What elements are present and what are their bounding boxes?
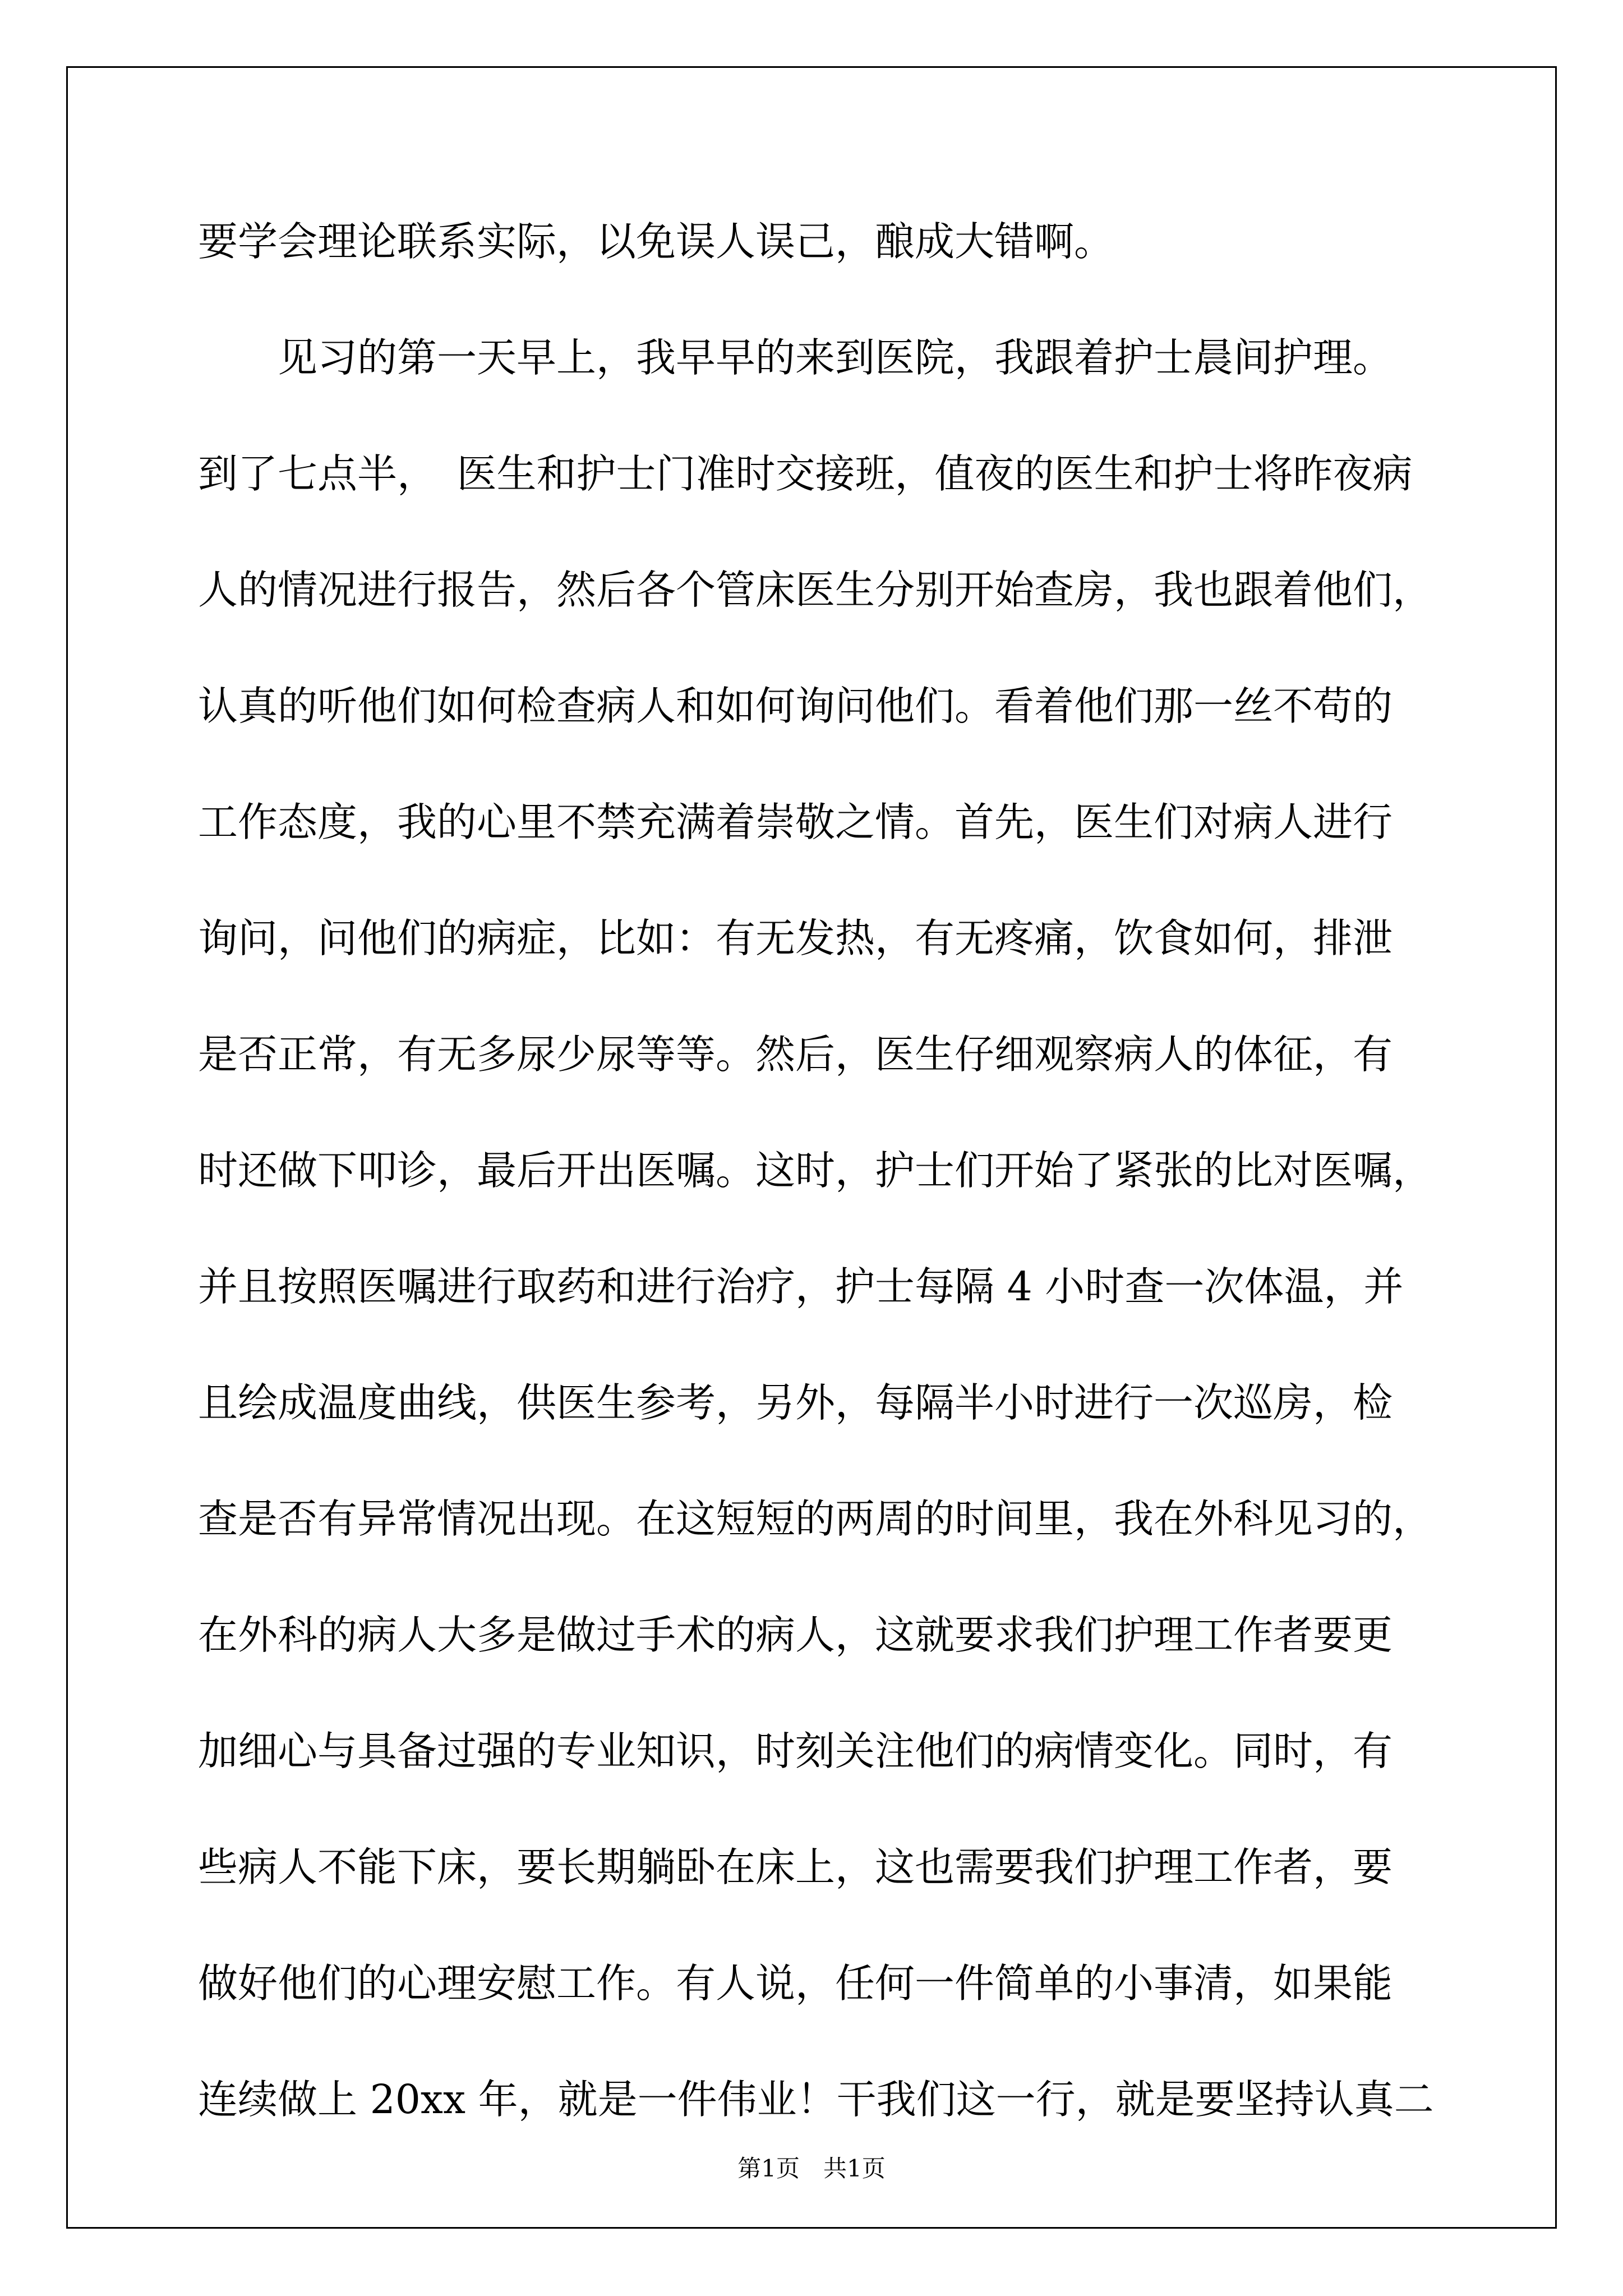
text-line: 见习的第一天早上，我早早的来到医院，我跟着护士晨间护理。 [198,334,1393,381]
text-line: 些病人不能下床，要长期躺卧在床上，这也需要我们护理工作者，要 [198,1844,1393,1890]
text-line: 询问，问他们的病症，比如：有无发热，有无疼痛，饮食如何，排泄 [198,915,1393,961]
text-line: 要学会理论联系实际，以免误人误己，酿成大错啊。 [198,218,1114,265]
text-line: 人的情况进行报告，然后各个管床医生分别开始查房，我也跟着他们， [198,567,1433,613]
text-line: 并且按照医嘱进行取药和进行治疗，护士每隔 4 小时查一次体温，并 [198,1263,1404,1310]
text-line: 到了七点半， 医生和护士门准时交接班，值夜的医生和护士将昨夜病 [198,450,1413,497]
text-line: 认真的听他们如何检查病人和如何询问他们。看着他们那一丝不苟的 [198,683,1393,729]
text-line: 时还做下叩诊，最后开出医嘱。这时，护士们开始了紧张的比对医嘱， [198,1147,1433,1194]
text-line: 做好他们的心理安慰工作。有人说，任何一件简单的小事清，如果能 [198,1960,1393,2007]
text-line: 连续做上 20xx 年，就是一件伟业！干我们这一行，就是要坚持认真二 [198,2076,1434,2123]
text-line: 加细心与具备过强的专业知识，时刻关注他们的病情变化。同时，有 [198,1728,1393,1774]
text-line: 查是否有异常情况出现。在这短短的两周的时间里，我在外科见习的， [198,1496,1433,1542]
text-line: 是否正常，有无多尿少尿等等。然后，医生仔细观察病人的体征，有 [198,1031,1393,1078]
page-number-footer: 第1页 共1页 [737,2155,886,2182]
text-line: 工作态度，我的心里不禁充满着崇敬之情。首先，医生们对病人进行 [198,799,1393,845]
text-line: 在外科的病人大多是做过手术的病人，这就要求我们护理工作者要更 [198,1612,1393,1658]
text-line: 且绘成温度曲线，供医生参考，另外，每隔半小时进行一次巡房，检 [198,1379,1393,1426]
